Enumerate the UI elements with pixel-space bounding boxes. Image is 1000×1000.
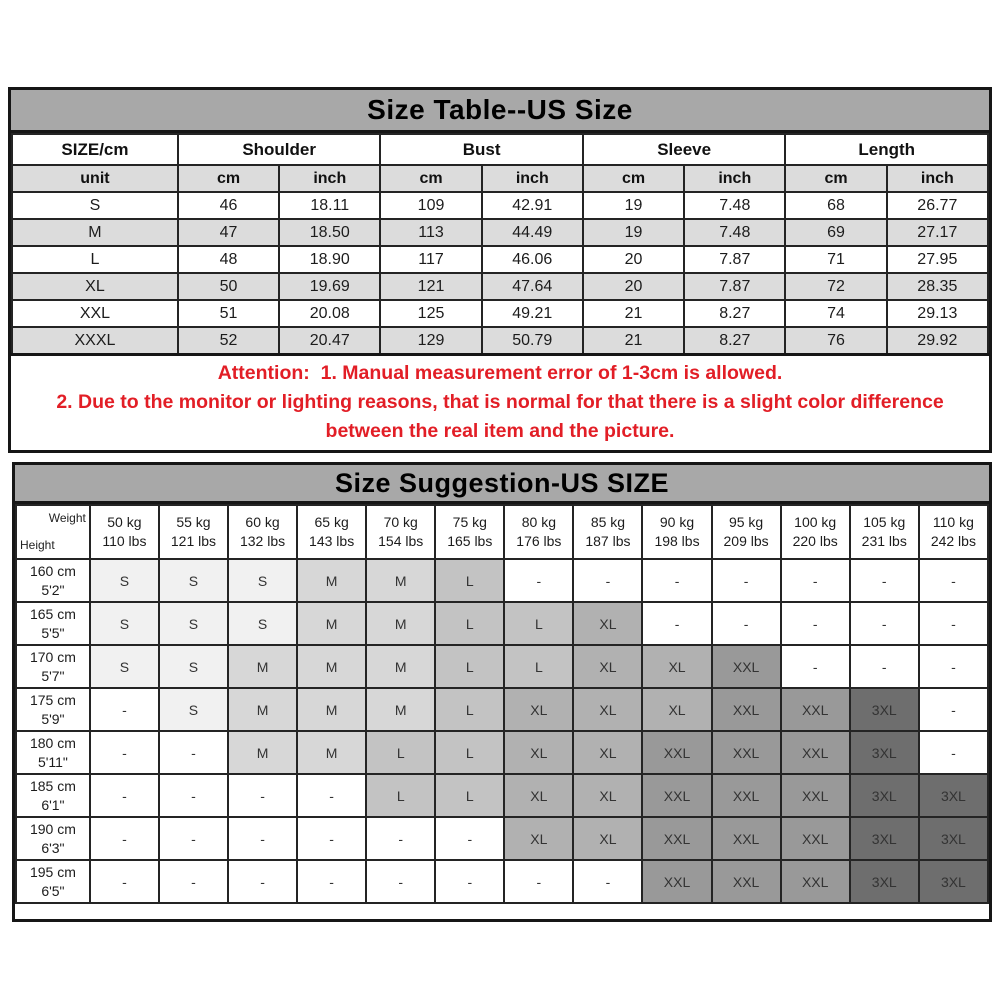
suggestion-row [16,602,988,645]
suggestion-cell: S [228,559,297,602]
size-table-body [12,192,988,355]
size-table-title: Size Table--US Size [11,90,989,133]
size-value: 113 [380,219,481,246]
suggestion-cell: M [297,731,366,774]
height-ft: 6'1" [41,796,65,813]
suggestion-cell: M [228,645,297,688]
height-cm: 165 cm [29,605,76,622]
size-table-section [8,87,992,453]
weight-kg: 60 kg [245,514,280,530]
size-value: 18.90 [279,246,380,273]
suggestion-cell: XXL [712,645,781,688]
size-value: 47.64 [482,273,583,300]
suggestion-cell: - [642,559,711,602]
suggestion-cell: - [90,731,159,774]
suggestion-cell: S [159,602,228,645]
size-value: 46 [178,192,279,219]
height-row-header [16,860,90,903]
suggestion-cell: - [366,860,435,903]
height-cm: 185 cm [29,777,76,794]
size-value: 21 [583,300,684,327]
weight-column-header [850,505,919,559]
weight-column-header [642,505,711,559]
suggestion-cell: - [919,645,988,688]
weight-column-header [573,505,642,559]
suggestion-cell: - [159,731,228,774]
suggestion-row [16,817,988,860]
suggestion-cell: 3XL [850,688,919,731]
weight-kg: 105 kg [863,514,906,530]
suggestion-cell: XL [573,602,642,645]
size-table-unit-header: cm [380,165,481,192]
suggestion-cell: XXL [781,860,850,903]
suggestion-cell: XL [573,817,642,860]
size-label: S [12,192,178,219]
suggestion-cell: - [159,774,228,817]
suggestion-cell: - [90,774,159,817]
size-value: 18.11 [279,192,380,219]
height-ft: 5'2" [41,581,65,598]
weight-column-header [712,505,781,559]
size-value: 29.13 [887,300,988,327]
suggestion-row [16,731,988,774]
size-value: 50.79 [482,327,583,355]
size-table-unit-label: unit [12,165,178,192]
suggestion-cell: L [435,645,504,688]
size-table-row [12,327,988,355]
size-value: 121 [380,273,481,300]
suggestion-cell: XL [573,645,642,688]
size-value: 18.50 [279,219,380,246]
suggestion-cell: XXL [642,731,711,774]
suggestion-cell: - [435,817,504,860]
suggestion-cell: - [781,559,850,602]
height-cm: 160 cm [29,562,76,579]
suggestion-cell: - [781,602,850,645]
suggestion-cell: S [90,559,159,602]
size-value: 49.21 [482,300,583,327]
suggestion-cell: XL [504,817,573,860]
size-value: 28.35 [887,273,988,300]
weight-kg: 75 kg [452,514,487,530]
size-value: 76 [785,327,886,355]
height-row-header [16,731,90,774]
suggestion-cell: - [642,602,711,645]
weight-height-corner [16,505,90,559]
size-value: 7.48 [684,219,785,246]
suggestion-cell: - [919,602,988,645]
size-value: 117 [380,246,481,273]
suggestion-cell: - [228,774,297,817]
size-suggestion-table [15,504,989,904]
suggestion-cell: L [435,602,504,645]
attention-line: between the real item and the picture. [325,419,675,442]
size-value: 125 [380,300,481,327]
size-value: 44.49 [482,219,583,246]
suggestion-cell: 3XL [919,817,988,860]
suggestion-cell: - [919,731,988,774]
suggestion-cell: XL [573,731,642,774]
suggestion-cell: XXL [642,817,711,860]
height-row-header [16,688,90,731]
suggestion-cell: - [90,860,159,903]
size-suggestion-title: Size Suggestion-US SIZE [15,465,989,504]
height-row-header [16,559,90,602]
size-value: 8.27 [684,327,785,355]
weight-lbs: 220 lbs [792,533,838,549]
weight-kg: 90 kg [659,514,695,530]
suggestion-cell: XXL [712,731,781,774]
weight-lbs: 154 lbs [378,533,424,549]
height-ft: 6'3" [41,839,65,856]
suggestion-cell: - [712,559,781,602]
size-table-unit-header: cm [785,165,886,192]
weight-column-header [435,505,504,559]
size-label: XXXL [12,327,178,355]
suggestion-cell: XXL [781,731,850,774]
size-value: 74 [785,300,886,327]
weight-kg: 80 kg [521,514,556,530]
size-table [11,133,989,356]
size-value: 20.47 [279,327,380,355]
weight-lbs: 143 lbs [309,533,355,549]
suggestion-cell: L [435,774,504,817]
size-value: 69 [785,219,886,246]
size-label: L [12,246,178,273]
weight-lbs: 187 lbs [585,533,631,549]
suggestion-cell: 3XL [919,774,988,817]
height-cm: 195 cm [29,863,76,880]
size-value: 20 [583,246,684,273]
suggestion-cell: - [573,559,642,602]
suggestion-cell: XL [573,774,642,817]
weight-kg: 55 kg [176,514,211,530]
suggestion-cell: M [366,602,435,645]
weight-lbs: 231 lbs [861,533,907,549]
suggestion-cell: M [228,688,297,731]
size-value: 109 [380,192,481,219]
suggestion-cell: XXL [781,774,850,817]
suggestion-cell: - [90,688,159,731]
height-ft: 5'11" [37,753,68,770]
suggestion-cell: M [297,559,366,602]
suggestion-cell: S [159,688,228,731]
weight-kg: 50 kg [107,514,142,530]
suggestion-cell: L [504,602,573,645]
suggestion-cell: L [366,731,435,774]
size-value: 72 [785,273,886,300]
weight-column-header [366,505,435,559]
suggestion-cell: S [90,602,159,645]
attention-line: 2. Due to the monitor or lighting reasons, that is normal for that there is a slight color difference [56,390,944,413]
height-row-header [16,817,90,860]
height-ft: 6'5" [41,882,65,899]
weight-lbs: 132 lbs [239,533,286,549]
size-table-unit-row [12,165,988,192]
size-table-group-row [12,134,988,165]
weight-lbs: 198 lbs [654,533,700,549]
corner-weight-label: Weight [48,511,86,525]
size-table-group-header: Shoulder [178,134,381,165]
size-table-row [12,219,988,246]
size-value: 71 [785,246,886,273]
size-value: 19 [583,219,684,246]
suggestion-cell: L [435,559,504,602]
suggestion-cell: 3XL [850,774,919,817]
weight-lbs: 165 lbs [447,533,493,549]
size-table-unit-header: inch [482,165,583,192]
suggestion-cell: 3XL [850,731,919,774]
suggestion-cell: - [159,817,228,860]
corner-height-label: Height [20,538,55,552]
size-value: 19.69 [279,273,380,300]
suggestion-cell: XXL [712,688,781,731]
suggestion-cell: XXL [642,774,711,817]
suggestion-cell: M [297,645,366,688]
size-value: 7.87 [684,273,785,300]
weight-column-header [228,505,297,559]
size-value: 48 [178,246,279,273]
suggestion-cell: M [297,688,366,731]
weight-column-header [90,505,159,559]
weight-column-header [781,505,850,559]
size-table-row [12,246,988,273]
size-value: 19 [583,192,684,219]
suggestion-cell: - [297,774,366,817]
size-table-group-header: Sleeve [583,134,786,165]
suggestion-cell: - [297,860,366,903]
attention-line: Attention: 1. Manual measurement error of 1-3cm is allowed. [217,361,783,384]
suggestion-cell: XXL [642,860,711,903]
height-cm: 170 cm [29,648,76,665]
suggestion-cell: M [366,559,435,602]
weight-kg: 95 kg [728,514,764,530]
height-ft: 5'9" [41,710,65,727]
size-value: 20.08 [279,300,380,327]
suggestion-cell: M [297,602,366,645]
size-value: 129 [380,327,481,355]
size-table-group-header: Bust [380,134,583,165]
size-value: 7.87 [684,246,785,273]
height-cm: 190 cm [29,820,76,837]
suggestion-cell: - [850,602,919,645]
weight-lbs: 176 lbs [516,533,562,549]
size-value: 27.95 [887,246,988,273]
size-value: 8.27 [684,300,785,327]
suggestion-cell: S [159,559,228,602]
size-suggestion-body [16,559,988,903]
size-value: 20 [583,273,684,300]
size-table-row [12,192,988,219]
size-table-unit-header: inch [279,165,380,192]
suggestion-cell: 3XL [850,860,919,903]
size-label: M [12,219,178,246]
size-table-unit-header: inch [887,165,988,192]
suggestion-cell: XL [642,645,711,688]
height-cm: 180 cm [29,734,76,751]
suggestion-cell: XL [573,688,642,731]
size-suggestion-section [12,462,992,922]
suggestion-cell: S [159,645,228,688]
height-ft: 5'7" [41,667,65,684]
suggestion-cell: - [435,860,504,903]
size-value: 46.06 [482,246,583,273]
suggestion-cell: - [228,817,297,860]
size-label: XXL [12,300,178,327]
size-value: 27.17 [887,219,988,246]
size-table-row [12,300,988,327]
size-value: 7.48 [684,192,785,219]
suggestion-cell: XL [504,731,573,774]
size-table-corner-header: SIZE/cm [12,134,178,165]
suggestion-cell: - [159,860,228,903]
weight-kg: 110 kg [932,514,974,530]
weight-lbs: 121 lbs [170,533,217,549]
weight-kg: 65 kg [314,514,349,530]
suggestion-cell: M [366,688,435,731]
suggestion-cell: - [919,688,988,731]
suggestion-cell: L [435,731,504,774]
height-row-header [16,645,90,688]
suggestion-cell: XL [504,688,573,731]
size-table-group-header: Length [785,134,988,165]
size-label: XL [12,273,178,300]
height-ft: 5'5" [41,624,65,641]
suggestion-cell: - [366,817,435,860]
suggestion-cell: - [919,559,988,602]
suggestion-cell: L [435,688,504,731]
height-cm: 175 cm [29,691,76,708]
size-value: 47 [178,219,279,246]
size-table-unit-header: inch [684,165,785,192]
suggestion-row [16,860,988,903]
size-value: 42.91 [482,192,583,219]
suggestion-cell: XXL [781,817,850,860]
suggestion-row [16,559,988,602]
weight-column-header [159,505,228,559]
suggestion-cell: XXL [712,774,781,817]
size-value: 51 [178,300,279,327]
size-value: 29.92 [887,327,988,355]
size-table-row [12,273,988,300]
suggestion-cell: 3XL [919,860,988,903]
size-value: 21 [583,327,684,355]
weight-kg: 70 kg [383,514,418,530]
weight-lbs: 242 lbs [930,533,976,549]
size-value: 26.77 [887,192,988,219]
weight-header-row [16,505,988,559]
suggestion-row [16,688,988,731]
suggestion-row [16,645,988,688]
suggestion-cell: - [850,645,919,688]
suggestion-cell: XL [504,774,573,817]
height-row-header [16,602,90,645]
suggestion-cell: - [504,860,573,903]
attention-note [11,356,989,448]
size-table-unit-header: cm [583,165,684,192]
suggestion-cell: XXL [781,688,850,731]
suggestion-cell: 3XL [850,817,919,860]
weight-lbs: 110 lbs [102,533,147,549]
suggestion-cell: XL [642,688,711,731]
suggestion-row [16,774,988,817]
weight-kg: 100 kg [794,514,837,530]
size-table-unit-header: cm [178,165,279,192]
weight-column-header [919,505,988,559]
suggestion-cell: - [850,559,919,602]
height-row-header [16,774,90,817]
suggestion-cell: - [90,817,159,860]
suggestion-cell: - [573,860,642,903]
suggestion-cell: L [366,774,435,817]
size-value: 50 [178,273,279,300]
suggestion-cell: S [90,645,159,688]
suggestion-cell: XXL [712,817,781,860]
weight-lbs: 209 lbs [723,533,769,549]
suggestion-cell: S [228,602,297,645]
suggestion-cell: - [781,645,850,688]
suggestion-cell: - [297,817,366,860]
suggestion-cell: M [228,731,297,774]
suggestion-cell: M [366,645,435,688]
weight-column-header [297,505,366,559]
weight-column-header [504,505,573,559]
suggestion-cell: - [712,602,781,645]
suggestion-cell: L [504,645,573,688]
suggestion-cell: XXL [712,860,781,903]
size-value: 68 [785,192,886,219]
weight-kg: 85 kg [590,514,626,530]
suggestion-cell: - [228,860,297,903]
size-value: 52 [178,327,279,355]
suggestion-cell: - [504,559,573,602]
